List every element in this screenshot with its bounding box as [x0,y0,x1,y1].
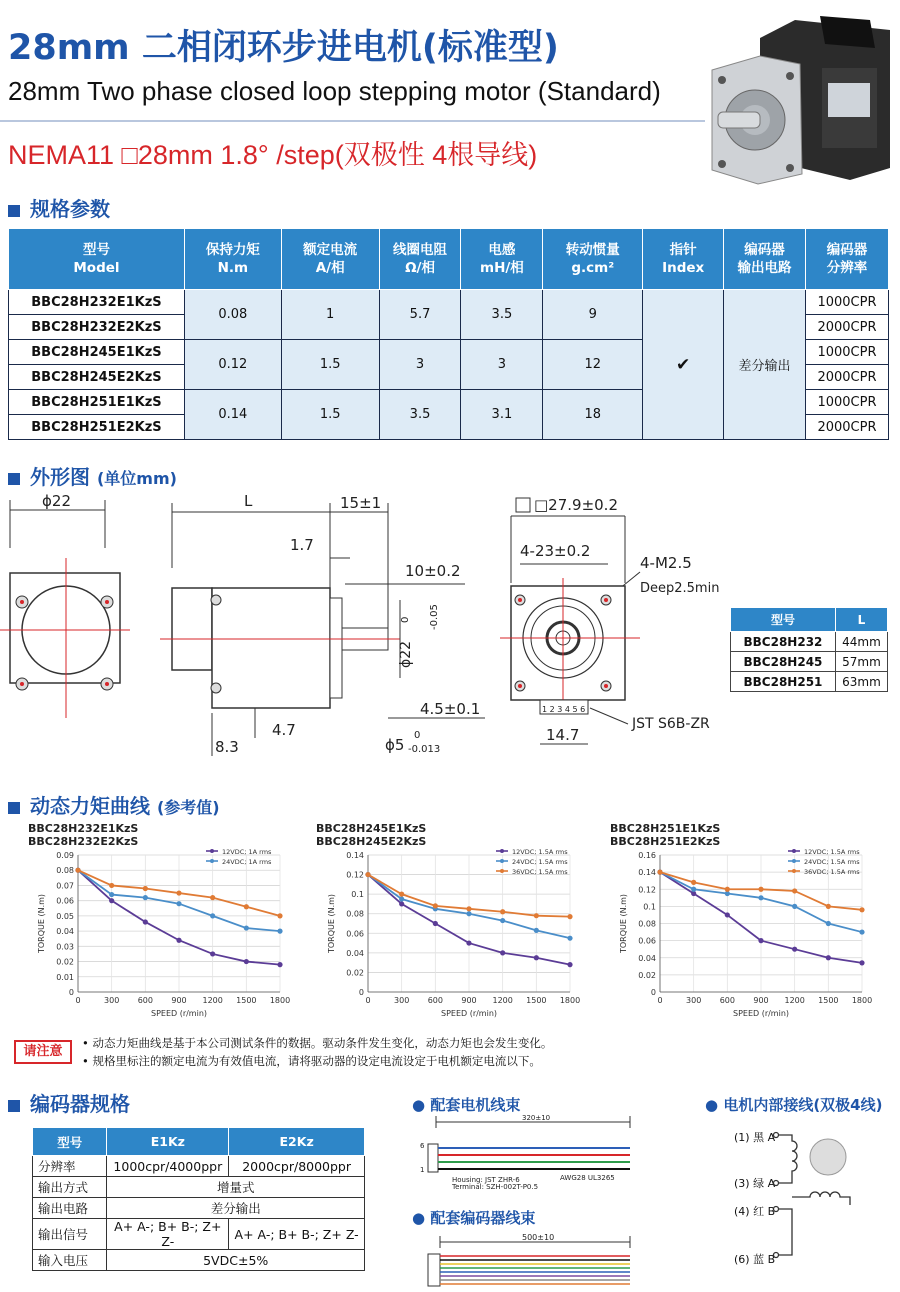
y-tick-label: 0.06 [56,896,74,906]
data-point [758,887,763,892]
model-cell: BBC28H245E2KzS [9,365,185,390]
model-cell: BBC28H232E1KzS [9,290,185,315]
data-point [433,921,438,926]
connector-pins: 1 2 3 4 5 6 [542,705,586,714]
encoder-cable-drawing [418,1226,638,1290]
y-tick-label: 0.08 [638,919,656,929]
torque-chart-1 [22,845,294,1020]
header-inductance: 电感 mH/相 [461,229,543,290]
page-title: 28mm 二相闭环步进电机(标准型) [8,28,559,68]
data-point [176,901,181,906]
data-point [826,921,831,926]
table-row [33,1156,365,1177]
section-torque-title: 动态力矩曲线 (参考值) [8,790,220,819]
data-point [466,906,471,911]
y-tick-label: 0.09 [56,851,74,860]
legend-label: 36VDC; 1.5A rms [512,868,568,876]
motor-product-image [700,8,896,186]
chart-1-title: BBC28H232E1KzS BBC28H232E2KzS [28,822,139,848]
motor-cable-terminal: Terminal: SZH-002T-P0.5 [452,1183,539,1190]
dim-L: L [244,492,253,510]
x-tick-label: 900 [753,996,769,1005]
y-axis-label: TORQUE (N.m) [327,893,336,954]
x-tick-label: 0 [75,996,81,1005]
header-index: 指针 Index [643,229,724,290]
model-cell: BBC28H245E1KzS [9,340,185,365]
x-tick-label: 1800 [269,996,291,1005]
model-cell: BBC28H251E1KzS [9,390,185,415]
data-point [567,962,572,967]
torque-cell: 0.12 [184,340,281,390]
x-tick-label: 900 [171,996,187,1005]
index-check-cell: ✔ [643,290,724,440]
legend-label: 12VDC; 1.5A rms [512,848,568,856]
torque-chart-3 [604,845,876,1020]
y-tick-label: 0.06 [346,929,364,939]
section-spec-title: 规格参数 [8,193,110,222]
x-tick-label: 1500 [818,996,839,1005]
resolution-cell: 1000CPR [805,290,888,315]
inductance-cell: 3 [461,340,543,390]
header-current: 额定电流 A/相 [281,229,379,290]
enc-cell: 5VDC±5% [107,1250,365,1271]
resolution-cell: 1000CPR [805,390,888,415]
data-point [792,904,797,909]
table-row [33,1250,365,1271]
data-point [758,938,763,943]
data-point [75,868,80,873]
table-row [33,1219,365,1250]
rear-view [0,492,130,718]
length-table [730,607,888,692]
resolution-cell: 2000CPR [805,315,888,340]
data-point [277,929,282,934]
data-point [109,898,114,903]
encoder-cable-title: ● 配套编码器线束 [412,1209,536,1227]
x-tick-label: 1200 [492,996,513,1005]
dim-phi22-tol-dn: -0.05 [429,604,440,630]
y-tick-label: 0.04 [346,948,364,958]
legend-marker [500,869,504,873]
dim-4-23: 4-23±0.2 [520,542,591,560]
data-point [109,892,114,897]
data-point [466,940,471,945]
y-tick-label: 0.04 [638,953,656,963]
data-point [725,912,730,917]
wire-b-bar-label: (6) 蓝 B [734,1253,776,1266]
dim-phi22-shaft: ϕ22 [398,640,414,668]
header-output: 编码器 输出电路 [724,229,806,290]
x-axis-label: SPEED (r/min) [732,1009,790,1018]
legend-marker [792,869,796,873]
enc-row-label: 输出电路 [33,1198,107,1219]
chart-2-title: BBC28H245E1KzS BBC28H245E2KzS [316,822,427,848]
current-cell: 1 [281,290,379,340]
legend-marker [500,849,504,853]
legend-marker [210,859,214,863]
length-model: BBC28H251 [731,672,836,692]
spec-line: NEMA11 □28mm 1.8° /step(双极性 4根导线) [8,140,538,170]
data-point [691,887,696,892]
data-point [210,895,215,900]
data-point [277,962,282,967]
y-tick-label: 0.1 [643,902,656,912]
data-point [691,880,696,885]
data-point [725,887,730,892]
data-point [399,896,404,901]
x-tick-label: 1800 [851,996,873,1005]
enc-cell: 差分输出 [107,1198,365,1219]
legend-label: 12VDC; 1A rms [222,848,272,856]
y-tick-label: 0.02 [346,968,364,978]
legend-label: 24VDC; 1A rms [222,858,272,866]
model-cell: BBC28H251E2KzS [9,415,185,440]
dim-phi22-rear: ϕ22 [42,492,71,510]
enc-cell: A+ A-; B+ B-; Z+ Z- [107,1219,229,1250]
inductance-cell: 3.5 [461,290,543,340]
enc-cell: 1000cpr/4000ppr [107,1156,229,1177]
x-tick-label: 300 [394,996,410,1005]
y-tick-label: 0.12 [346,870,364,880]
chart-3-title: BBC28H251E1KzS BBC28H251E2KzS [610,822,721,848]
x-tick-label: 1500 [236,996,257,1005]
enc-row-label: 分辨率 [33,1156,107,1177]
length-model: BBC28H232 [731,632,836,652]
x-tick-label: 900 [461,996,477,1005]
length-header-model: 型号 [731,608,836,632]
header-torque: 保持力矩 N.m [184,229,281,290]
table-row [731,672,888,692]
data-point [244,925,249,930]
header-resistance: 线圈电阻 Ω/相 [379,229,461,290]
current-cell: 1.5 [281,390,379,440]
length-value: 57mm [835,652,887,672]
length-value: 63mm [835,672,887,692]
model-cell: BBC28H232E2KzS [9,315,185,340]
motor-cable-length: 320±10 [522,1114,551,1122]
data-point [210,913,215,918]
dim-deep: Deep2.5min [640,581,720,596]
enc-header-model: 型号 [33,1128,107,1156]
dim-4.5: 4.5±0.1 [420,700,481,718]
y-axis-label: TORQUE (N.m) [619,893,628,954]
data-point [826,955,831,960]
data-point [758,895,763,900]
motor-cable-pin1: 1 [420,1166,425,1174]
wire-b-label: (4) 红 B [734,1205,776,1218]
y-tick-label: 0.01 [56,972,74,982]
dim-14.7: 14.7 [546,726,580,744]
motor-cable-drawing [418,1110,638,1190]
data-point [109,883,114,888]
table-row [731,632,888,652]
x-tick-label: 300 [104,996,120,1005]
dim-15: 15±1 [340,494,382,512]
dim-phi5-tol-dn: -0.013 [408,744,441,755]
legend-label: 24VDC; 1.5A rms [512,858,568,866]
y-tick-label: 0.05 [56,911,74,921]
x-tick-label: 300 [686,996,702,1005]
data-point [399,892,404,897]
motor-cable-awg: AWG28 UL3265 [560,1174,615,1182]
y-tick-label: 0.03 [56,942,74,952]
data-point [143,886,148,891]
data-point [792,888,797,893]
data-point [859,929,864,934]
dim-phi5: ϕ5 [385,736,405,754]
legend-marker [792,849,796,853]
x-tick-label: 1200 [784,996,805,1005]
legend-marker [500,859,504,863]
data-point [399,901,404,906]
note-tag: 请注意 [14,1040,72,1064]
y-tick-label: 0.14 [346,851,364,860]
y-tick-label: 0.02 [638,970,656,980]
resolution-cell: 2000CPR [805,365,888,390]
enc-row-label: 输入电压 [33,1250,107,1271]
legend-marker [792,859,796,863]
side-view [160,492,485,756]
y-tick-label: 0.04 [56,927,74,937]
resolution-cell: 1000CPR [805,340,888,365]
data-point [500,918,505,923]
note-line-1: • 动态力矩曲线是基于本公司测试条件的数据。驱动条件发生变化，动态力矩也会发生变化。 [82,1036,553,1050]
note-line-2: • 规格里标注的额定电流为有效值电流，请将驱动器的设定电流设定于电机额定电流以下。 [82,1054,541,1068]
x-tick-label: 1500 [526,996,547,1005]
inertia-cell: 12 [543,340,643,390]
table-row [33,1198,365,1219]
wire-a-bar-label: (3) 绿 A [734,1177,776,1190]
resolution-cell: 2000CPR [805,415,888,440]
x-tick-label: 600 [427,996,443,1005]
dim-phi22-tol-up: 0 [400,616,411,623]
torque-cell: 0.14 [184,390,281,440]
data-point [859,907,864,912]
wiring-title: ● 电机内部接线(双极4线) [705,1096,883,1114]
section-encoder-title: 编码器规格 [8,1088,130,1117]
data-point [210,951,215,956]
legend-label: 24VDC; 1.5A rms [804,858,860,866]
wire-a-label: (1) 黑 A [734,1131,776,1144]
data-point [365,872,370,877]
front-view [500,496,719,744]
length-model: BBC28H245 [731,652,836,672]
data-point [567,936,572,941]
enc-cell: 2000cpr/8000ppr [229,1156,365,1177]
x-tick-label: 600 [719,996,735,1005]
y-tick-label: 0.06 [638,936,656,946]
enc-header-e2: E2Kz [229,1128,365,1156]
data-point [176,890,181,895]
y-tick-label: 0.08 [346,909,364,919]
dim-jst: JST S6B-ZR [632,716,710,732]
data-point [792,947,797,952]
torque-cell: 0.08 [184,290,281,340]
data-point [143,895,148,900]
data-point [859,960,864,965]
data-point [534,913,539,918]
torque-chart-2 [312,845,584,1020]
wiring-diagram [770,1125,890,1275]
legend-label: 12VDC; 1.5A rms [804,848,860,856]
motor-cable-pin6: 6 [420,1142,425,1150]
inertia-cell: 9 [543,290,643,340]
y-tick-label: 0 [650,988,656,997]
x-tick-label: 1800 [559,996,581,1005]
resistance-cell: 3.5 [379,390,461,440]
data-point [244,959,249,964]
resistance-cell: 3 [379,340,461,390]
motor-cable-title: ● 配套电机线束 [412,1096,521,1114]
legend-label: 36VDC; 1.5A rms [804,868,860,876]
data-point [826,904,831,909]
inductance-cell: 3.1 [461,390,543,440]
y-tick-label: 0.1 [351,890,364,900]
data-point [567,914,572,919]
x-tick-label: 0 [365,996,371,1005]
motor-cable-housing: Housing: JST ZHR-6 [452,1176,520,1184]
dim-10: 10±0.2 [405,562,461,580]
x-axis-label: SPEED (r/min) [150,1009,208,1018]
section-outline-title: 外形图 (单位mm) [8,461,177,490]
page-subtitle: 28mm Two phase closed loop stepping motor (Standard) [8,76,661,106]
length-header-L: L [835,608,887,632]
resistance-cell: 5.7 [379,290,461,340]
dim-phi5-tol-up: 0 [414,730,421,741]
y-tick-label: 0.14 [638,868,656,878]
data-point [500,909,505,914]
y-tick-label: 0.07 [56,881,74,891]
dim-8.3: 8.3 [215,738,239,756]
data-point [277,913,282,918]
x-tick-label: 600 [137,996,153,1005]
header-inertia: 转动惯量 g.cm² [543,229,643,290]
current-cell: 1.5 [281,340,379,390]
data-point [433,903,438,908]
data-point [176,938,181,943]
dim-4-M2.5: 4-M2.5 [640,554,692,572]
legend-marker [210,849,214,853]
data-point [657,870,662,875]
header-resolution: 编码器 分辨率 [805,229,888,290]
data-point [466,911,471,916]
enc-cell: 增量式 [107,1177,365,1198]
output-cell: 差分输出 [724,290,806,440]
y-tick-label: 0 [358,988,364,997]
data-point [534,955,539,960]
x-tick-label: 0 [657,996,663,1005]
dim-27.9: □27.9±0.2 [534,496,618,514]
header-model: 型号 Model [9,229,185,290]
enc-cell: A+ A-; B+ B-; Z+ Z- [229,1219,365,1250]
dim-1.7: 1.7 [290,536,314,554]
data-point [143,919,148,924]
table-row [33,1177,365,1198]
y-axis-label: TORQUE (N.m) [37,893,46,954]
length-value: 44mm [835,632,887,652]
enc-header-e1: E1Kz [107,1128,229,1156]
data-point [500,950,505,955]
spec-table [8,228,889,440]
table-row [731,652,888,672]
x-tick-label: 1200 [202,996,223,1005]
encoder-cable-length: 500±10 [522,1233,555,1242]
enc-row-label: 输出方式 [33,1177,107,1198]
y-tick-label: 0.08 [56,866,74,876]
enc-row-label: 输出信号 [33,1219,107,1250]
x-axis-label: SPEED (r/min) [440,1009,498,1018]
encoder-table [32,1127,365,1271]
y-tick-label: 0.12 [638,885,656,895]
data-point [244,904,249,909]
y-tick-label: 0 [68,988,74,997]
inertia-cell: 18 [543,390,643,440]
header-divider [0,120,705,122]
y-tick-label: 0.02 [56,957,74,967]
table-row [9,290,889,315]
spec-header-row [9,229,889,290]
data-point [534,928,539,933]
y-tick-label: 0.16 [638,851,656,860]
dim-4.7: 4.7 [272,721,296,739]
